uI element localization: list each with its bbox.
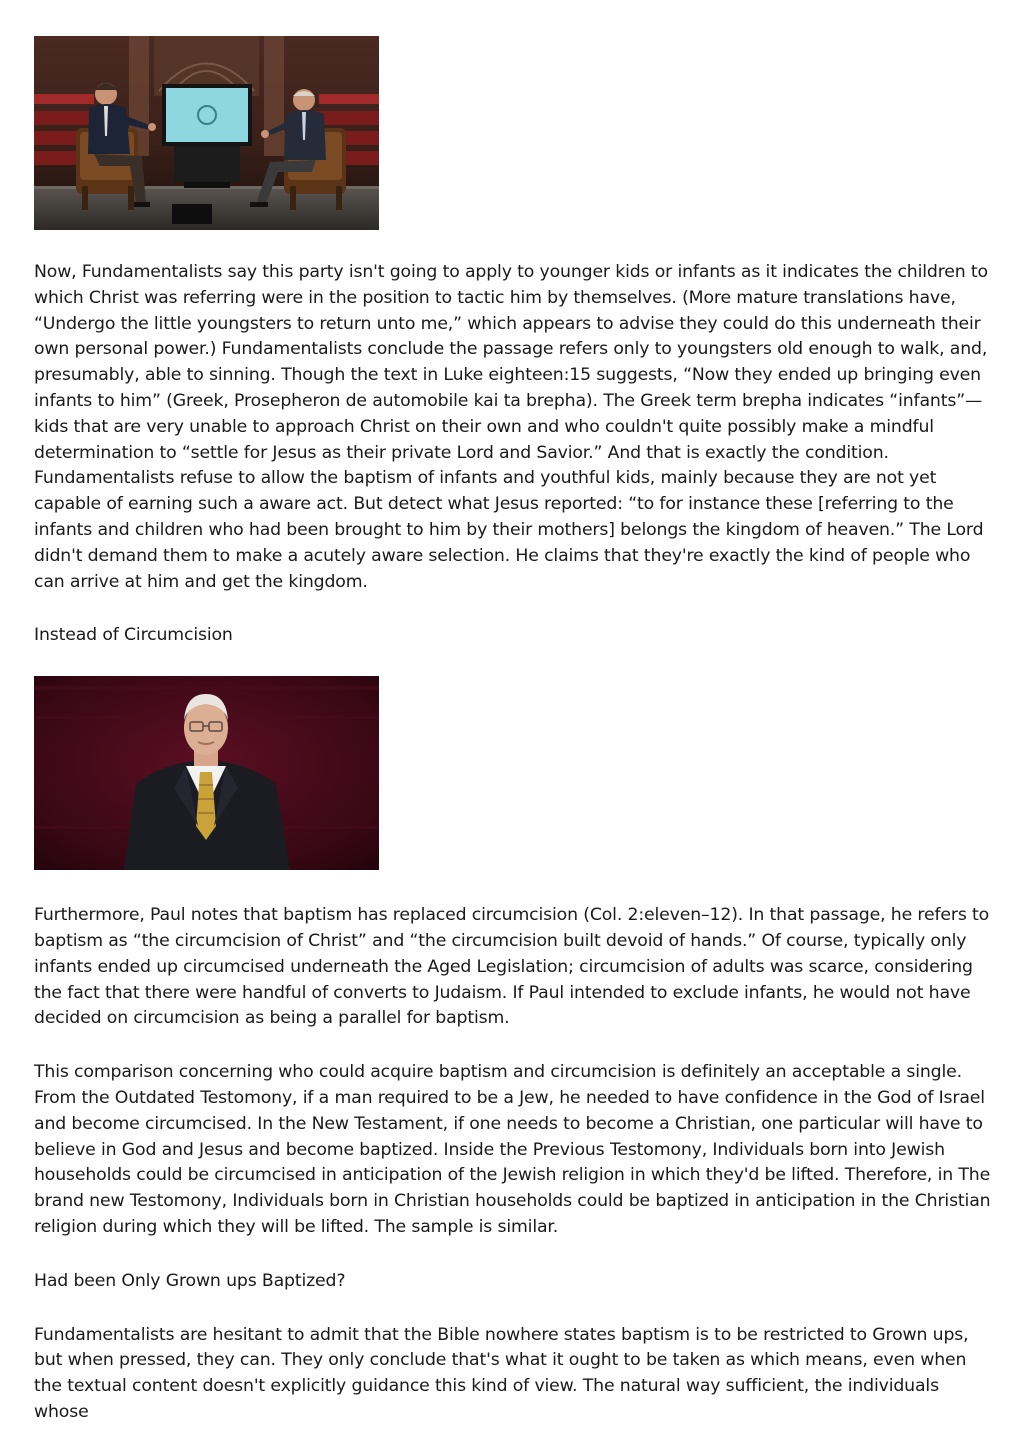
interview-stage-photo [34, 36, 379, 230]
paragraph-4: Fundamentalists are hesitant to admit that the Bible nowhere states baptism is to be restricted to Grown ups, but when pressed, they can. They only conclude that's what it ought to be taken as which means, even when the textual content doesn't explicitly guidance this kind of view. The natural way sufficient, the individuals whose [34, 1324, 969, 1422]
speaker-photo [34, 676, 379, 870]
section-heading-circumcision: Instead of Circumcision [34, 625, 233, 646]
paragraph-3: This comparison concerning who could acquire baptism and circumcision is definitely an acceptable a single. From the Outdated Testomony, if a man required to be a Jew, he needed to have confidence in the God of Israel and become circumcised. In the New Testament, if one needs to become a Christian, one particular will have to believe in God and Jesus and become baptized. Inside the Previous Testomony, Individuals born into Jewish households could be circumcised in anticipation of the Jewish religion in which they'd be lifted. Therefore, in The brand new Testomony, Individuals born in Christian households could be baptized in anticipation in the Christian religion during which they will be lifted. The sample is similar. [34, 1062, 991, 1237]
paragraph-2: Furthermore, Paul notes that baptism has replaced circumcision (Col. 2:eleven–12). In that passage, he refers to baptism as “the circumcision of Christ” and “the circumcision built devoid of hands.” Of course, typically only infants ended up circumcised underneath the Aged Legislation; circumcision of adults was scarce, considering the fact that there were handful of converts to Judaism. If Paul intended to exclude infants, he would not have decided on circumcision as being a parallel for baptism. [34, 905, 990, 1029]
section-heading-adults-baptized: Had been Only Grown ups Baptized? [34, 1270, 346, 1291]
article [34, 36, 994, 1426]
paragraph-1: Now, Fundamentalists say this party isn't going to apply to younger kids or infants as it indicates the children to which Christ was referring were in the position to tactic him by themselves. (More mature translations have, “Undergo the little youngsters to return unto me,” which appears to advise they could do this underneath their own personal power.) Fundamentalists conclude the passage refers only to youngsters old enough to walk, and, presumably, able to sinning. Though the text in Luke eighteen:15 suggests, “Now they ended up bringing even infants to him” (Greek, Prosepheron de automobile kai ta brepha). The Greek term brepha indicates “infants”—kids that are very unable to approach Christ on their own and who couldn't quite possibly make a mindful determination to “settle for Jesus as their private Lord and Savior.” And that is exactly the condition. Fundamentalists refuse to allow the baptism of infants and youthful kids, mainly because they are not yet capable of earning such a aware act. But detect what Jesus reported: “to for instance these [referring to the infants and children who had been brought to him by their mothers] belongs the kingdom of heaven.” The Lord didn't demand them to make a acutely aware selection. He claims that they're exactly the kind of people who can arrive at him and get the kingdom. [34, 262, 988, 592]
